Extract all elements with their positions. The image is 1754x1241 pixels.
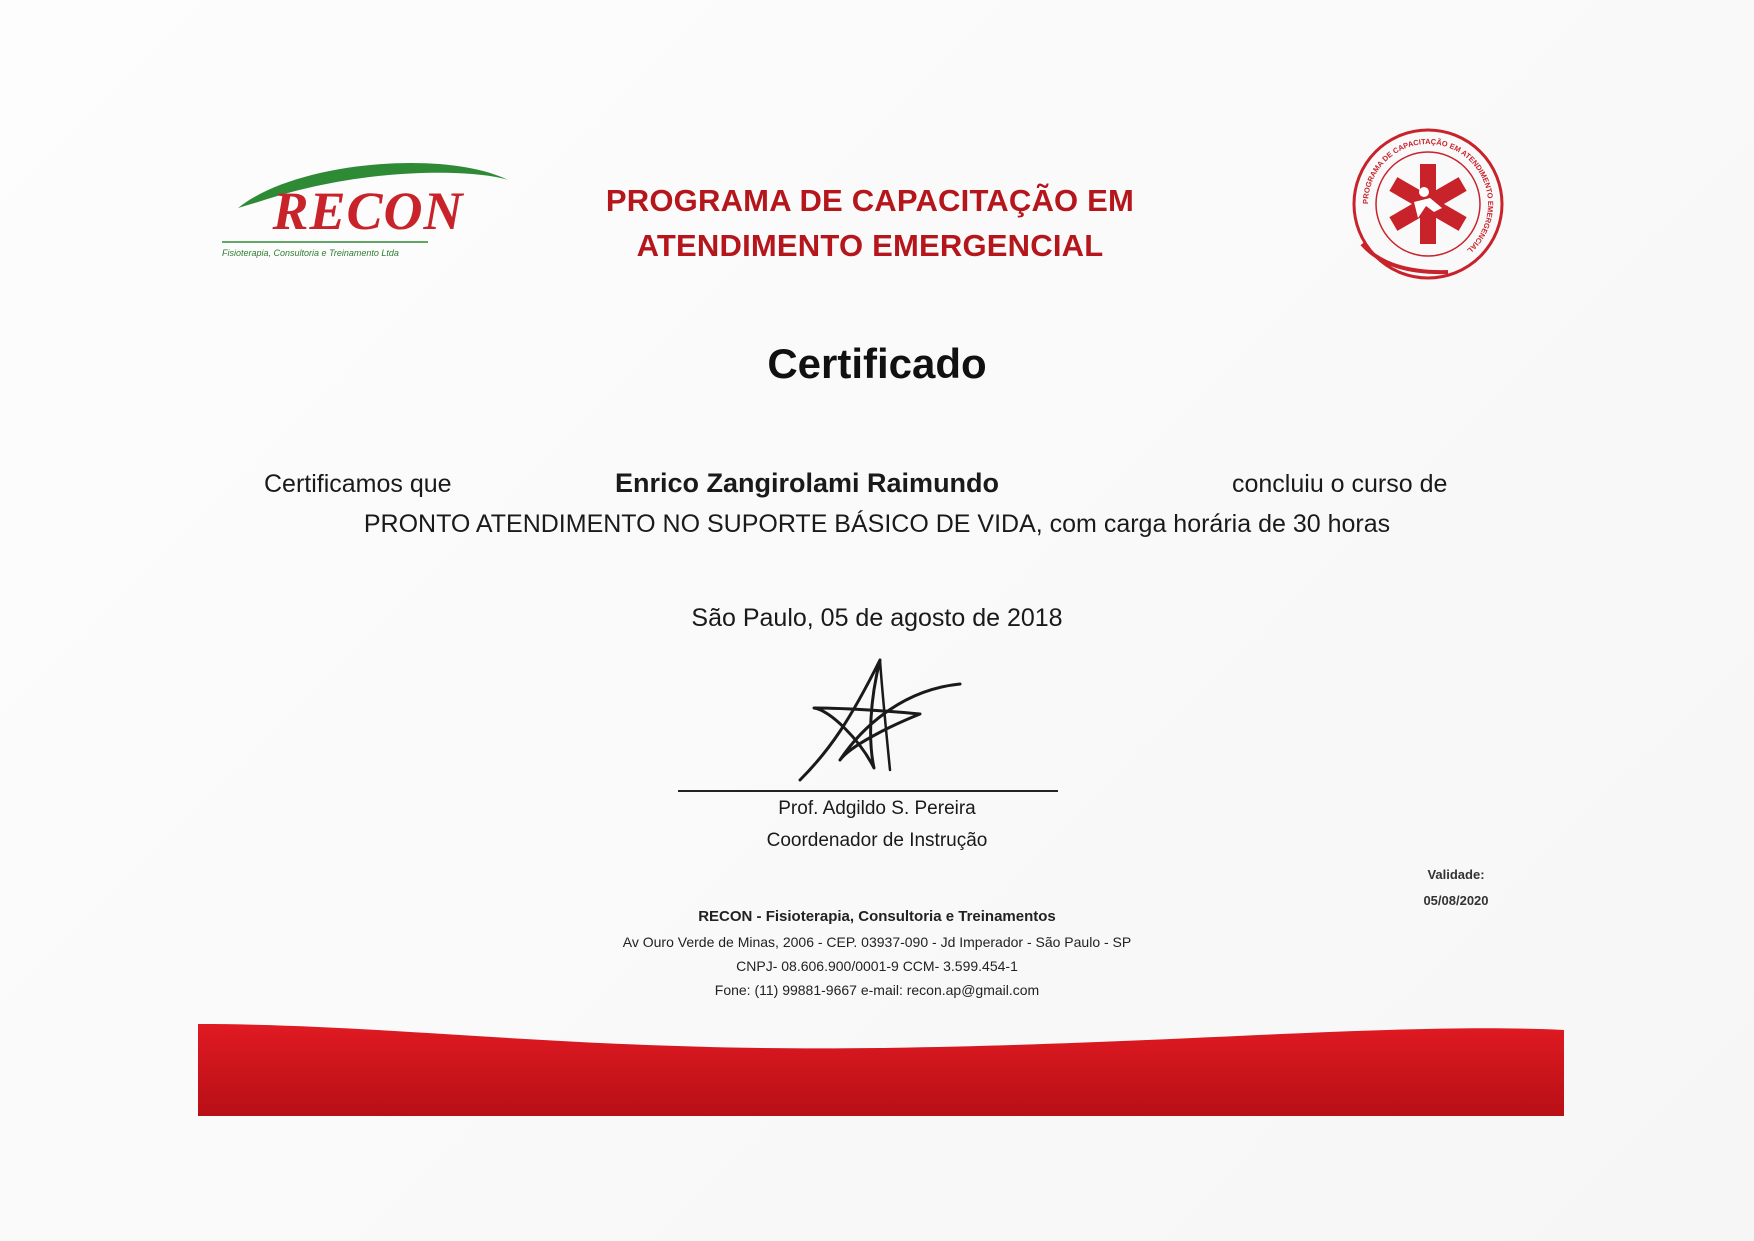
course-description: PRONTO ATENDIMENTO NO SUPORTE BÁSICO DE VIDA, com carga horária de 30 horas xyxy=(363,510,1391,538)
footer-contact: Fone: (11) 99881-9667 e-mail: recon.ap@gmail.com xyxy=(714,982,1040,998)
red-wave-band xyxy=(198,1022,1564,1116)
program-heading-line-1: PROGRAMA DE CAPACITAÇÃO EM xyxy=(605,183,1135,218)
signer-name: Prof. Adgildo S. Pereira xyxy=(778,798,976,819)
logo-wordmark: RECON xyxy=(272,181,464,241)
concluded-text: concluiu o curso de xyxy=(1232,470,1448,498)
recon-logo xyxy=(218,150,518,270)
place-and-date: São Paulo, 05 de agosto de 2018 xyxy=(691,604,1063,632)
validity-block xyxy=(1400,862,1512,914)
signature-line xyxy=(678,790,1058,792)
program-heading xyxy=(560,178,1180,268)
program-heading-line-2: ATENDIMENTO EMERGENCIAL xyxy=(636,228,1104,263)
handwritten-signature xyxy=(790,650,970,790)
emergency-seal xyxy=(1338,124,1518,284)
seal-ring-text: PROGRAMA DE CAPACITAÇÃO EM ATENDIMENTO EMERGENCIAL xyxy=(1360,136,1496,256)
certificate-title: Certificado xyxy=(767,340,987,387)
recipient-name: Enrico Zangirolami Raimundo xyxy=(615,468,1000,498)
signer-role: Coordenador de Instrução xyxy=(766,830,988,851)
footer-registration-ids: CNPJ- 08.606.900/0001-9 CCM- 3.599.454-1 xyxy=(736,958,1018,974)
star-of-life-icon xyxy=(1389,164,1466,244)
validity-date: 05/08/2020 xyxy=(1423,893,1489,908)
certify-lead-text: Certificamos que xyxy=(264,470,452,498)
footer-org-name: RECON - Fisioterapia, Consultoria e Treinamentos xyxy=(698,908,1056,925)
validity-label: Validade: xyxy=(1427,867,1485,882)
footer-address: Av Ouro Verde de Minas, 2006 - CEP. 03937-090 - Jd Imperador - São Paulo - SP xyxy=(622,934,1132,950)
logo-tagline: Fisioterapia, Consultoria e Treinamento Ltda xyxy=(222,248,399,258)
